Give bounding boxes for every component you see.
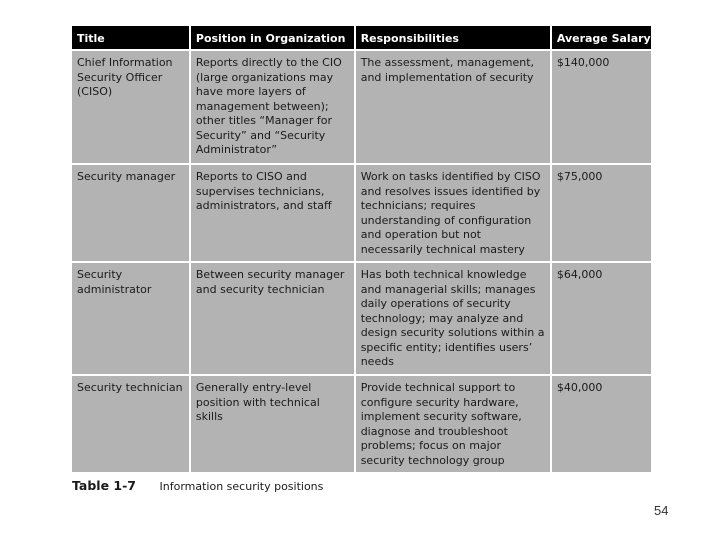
cell-position: Reports to CISO and supervises technicians, administrators, and staff [191, 165, 354, 261]
table-row [72, 51, 651, 163]
table-caption [72, 478, 323, 493]
cell-position: Reports directly to the CIO (large organizations may have more layers of management between); other titles “Manager for Security” and “Security Administrator” [191, 51, 354, 163]
cell-salary: $64,000 [552, 263, 651, 374]
table-row [72, 376, 651, 472]
column-header-responsibilities: Responsibilities [356, 26, 550, 49]
cell-title: Chief Information Security Officer (CISO) [72, 51, 189, 163]
cell-responsibilities: Provide technical support to configure security hardware, implement security software, diagnose and troubleshoot problems; focus on major security technology group [356, 376, 550, 472]
cell-salary: $140,000 [552, 51, 651, 163]
page-number: 54 [654, 503, 669, 518]
table-header-row [72, 26, 651, 49]
table-row [72, 263, 651, 374]
cell-position: Between security manager and security technician [191, 263, 354, 374]
cell-salary: $75,000 [552, 165, 651, 261]
cell-responsibilities: The assessment, management, and implementation of security [356, 51, 550, 163]
cell-position: Generally entry-level position with technical skills [191, 376, 354, 472]
column-header-position: Position in Organization [191, 26, 354, 49]
cell-salary: $40,000 [552, 376, 651, 472]
cell-title: Security manager [72, 165, 189, 261]
cell-responsibilities: Has both technical knowledge and managerial skills; manages daily operations of security technology; may analyze and design security solutions within a specific entity; identifies users’ needs [356, 263, 550, 374]
table-row [72, 165, 651, 261]
information-security-positions-table [70, 24, 653, 474]
cell-title: Security technician [72, 376, 189, 472]
column-header-title: Title [72, 26, 189, 49]
table-caption-label: Table 1-7 [72, 478, 136, 493]
cell-title: Security administrator [72, 263, 189, 374]
column-header-salary: Average Salary [552, 26, 651, 49]
cell-responsibilities: Work on tasks identified by CISO and resolves issues identified by technicians; requires understanding of configuration and operation but not necessarily technical mastery [356, 165, 550, 261]
table-caption-text: Information security positions [159, 480, 324, 493]
